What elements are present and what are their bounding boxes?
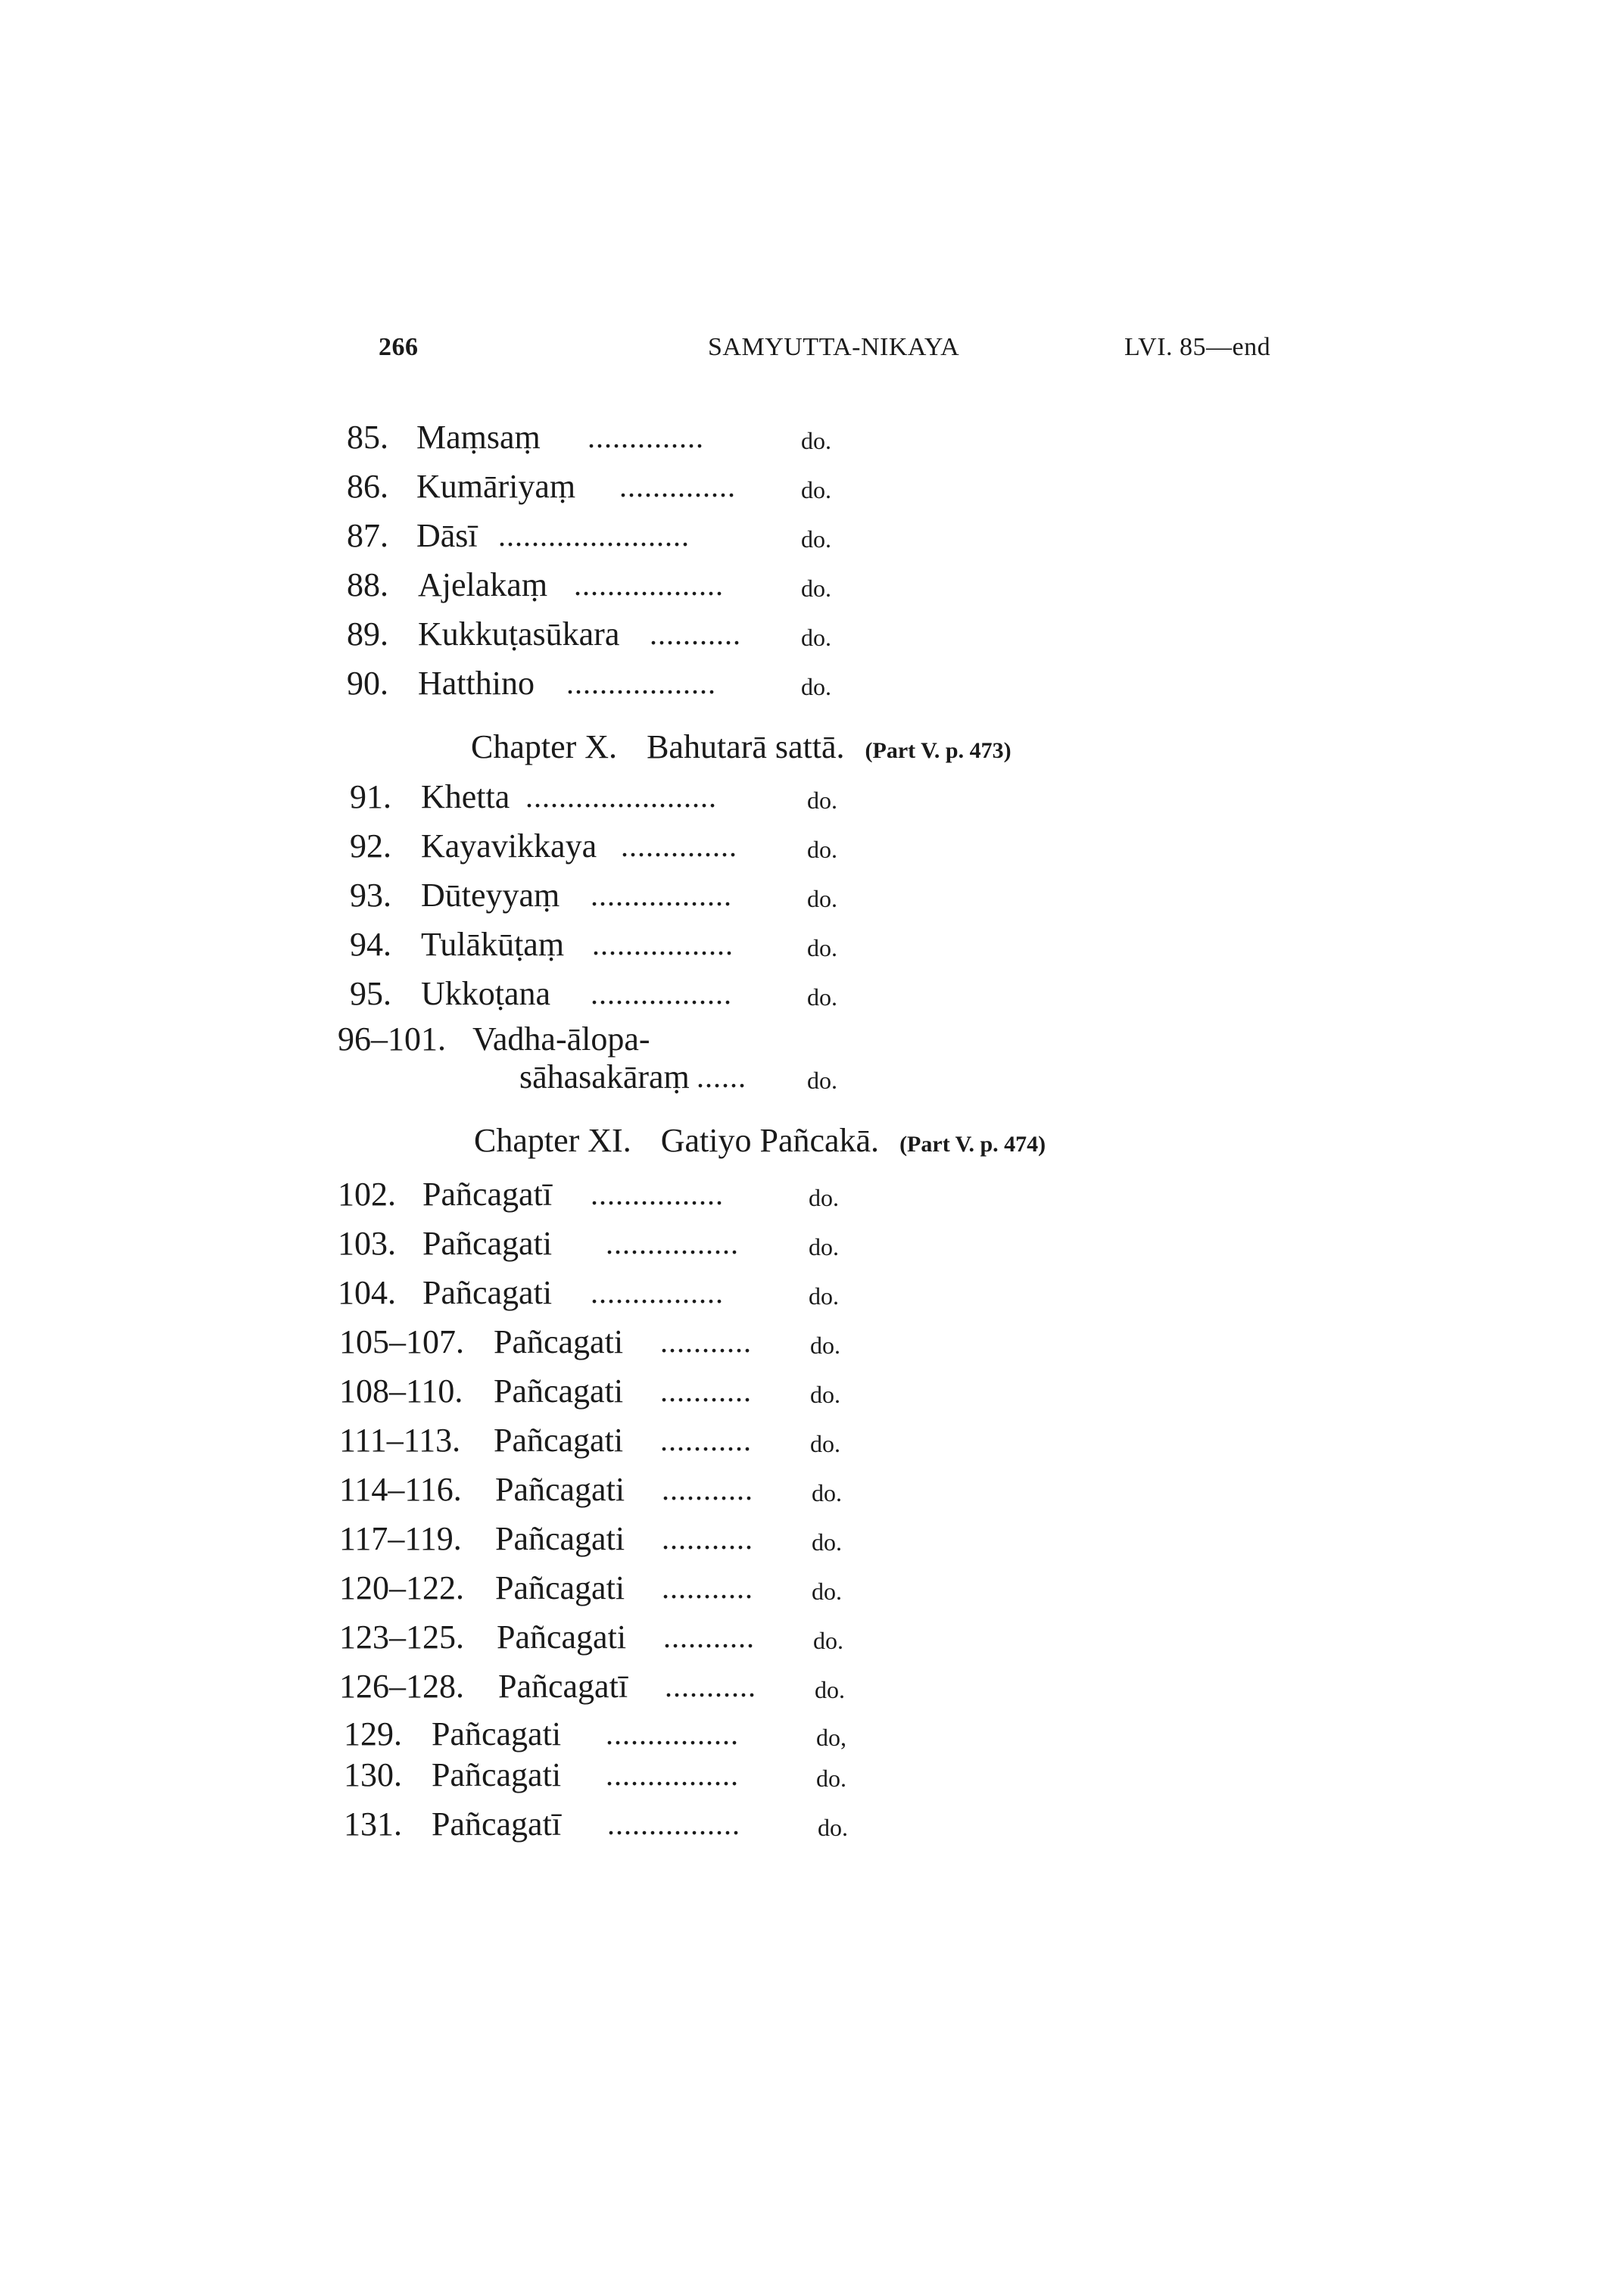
leader-dots: ................. <box>591 977 732 1011</box>
leader-dots: .............. <box>621 829 737 863</box>
leader-dots: .............. <box>619 469 736 503</box>
leader-dots: ........... <box>662 1472 753 1506</box>
list-item <box>338 1274 883 1312</box>
leader-dots: ....................... <box>525 780 717 814</box>
entry-title: Pañcagatī <box>422 1176 553 1213</box>
list-item <box>347 468 877 506</box>
entry-title: Pañcagati <box>495 1471 625 1508</box>
section-ref: LVI. 85—end <box>1124 333 1271 361</box>
entry-title: Vadha-ālopa- <box>472 1020 650 1058</box>
leader-dots: ....................... <box>498 519 690 553</box>
leader-dots: ........... <box>650 617 741 651</box>
entry-ref: do. <box>807 934 837 961</box>
entry-ref: do, <box>816 1724 846 1751</box>
entry-title: Tulākūṭaṃ <box>421 926 565 963</box>
entry-ref: do. <box>809 1184 839 1211</box>
entry-title: Pañcagati <box>495 1520 625 1557</box>
entry-ref: do. <box>807 1067 837 1094</box>
list-item <box>350 877 880 914</box>
chapter-label: Chapter XI. <box>474 1122 631 1159</box>
entry-number: 92. <box>350 827 391 865</box>
entry-ref: do. <box>807 787 837 814</box>
entry-ref: do. <box>801 525 831 553</box>
list-item <box>339 1323 884 1361</box>
page-number: 266 <box>379 333 419 361</box>
list-item <box>339 1372 884 1410</box>
entry-title: Dūteyyaṃ <box>421 877 560 914</box>
list-item <box>344 1805 889 1843</box>
list-item <box>347 517 877 555</box>
entry-ref: do. <box>801 673 831 700</box>
chapter-ref: (Part V. p. 473) <box>865 738 1011 763</box>
entry-title: Pañcagati <box>432 1756 562 1793</box>
entry-ref: do. <box>801 476 831 503</box>
entry-ref: do. <box>807 983 837 1011</box>
list-item <box>347 615 877 653</box>
entry-number: 94. <box>350 926 391 963</box>
entry-title: Pañcagati <box>494 1422 624 1459</box>
list-item <box>350 827 880 865</box>
leader-dots: ...... <box>697 1060 747 1094</box>
entry-title: Pañcagatī <box>498 1668 628 1705</box>
list-item <box>347 419 877 456</box>
list-item <box>339 1471 884 1509</box>
entry-number: 117–119. <box>339 1520 462 1557</box>
entry-ref: do. <box>807 836 837 863</box>
entry-number: 108–110. <box>339 1372 463 1410</box>
entry-title: Kukkuṭasūkara <box>418 615 620 653</box>
entry-title: Kumāriyaṃ <box>416 468 576 505</box>
entry-number: 131. <box>344 1805 402 1843</box>
entry-number: 91. <box>350 778 391 815</box>
entry-title: Maṃsaṃ <box>416 419 541 456</box>
list-item <box>350 778 880 816</box>
leader-dots: ........... <box>663 1620 755 1654</box>
entry-number: 88. <box>347 566 388 603</box>
chapter-heading <box>471 728 1011 770</box>
list-item <box>339 1569 884 1607</box>
entry-number: 103. <box>338 1225 396 1262</box>
list-item <box>339 1422 884 1460</box>
list-item <box>338 1225 883 1263</box>
leader-dots: ................ <box>591 1177 724 1211</box>
leader-dots: ........... <box>660 1325 752 1359</box>
leader-dots: ................ <box>607 1807 740 1841</box>
entry-number: 95. <box>350 975 391 1012</box>
entry-ref: do. <box>818 1814 848 1841</box>
list-item <box>350 926 880 964</box>
list-item <box>339 1668 884 1706</box>
list-item <box>339 1520 884 1558</box>
entry-number: 114–116. <box>339 1471 462 1508</box>
entry-title: Pañcagati <box>422 1274 553 1311</box>
entry-ref: do. <box>812 1528 842 1556</box>
list-item <box>339 1618 884 1656</box>
leader-dots: ................ <box>591 1276 724 1310</box>
entry-ref: do. <box>809 1233 839 1260</box>
entry-ref: do. <box>807 885 837 912</box>
entry-title: Ukkoṭana <box>421 975 551 1012</box>
leader-dots: ........... <box>660 1374 752 1408</box>
entry-number: 111–113. <box>339 1422 461 1459</box>
entry-number: 120–122. <box>339 1569 464 1606</box>
entry-number: 87. <box>347 517 388 554</box>
entry-title: Kayavikkaya <box>421 827 597 865</box>
entry-title: Pañcagati <box>432 1715 562 1752</box>
entry-number: 85. <box>347 419 388 456</box>
leader-dots: ................ <box>606 1717 739 1751</box>
entry-ref: do. <box>815 1676 845 1703</box>
list-item <box>338 1176 883 1213</box>
leader-dots: ........... <box>665 1669 756 1703</box>
leader-dots: ................ <box>606 1226 739 1260</box>
entry-title: Khetta <box>421 778 510 815</box>
entry-ref: do. <box>810 1381 840 1408</box>
entry-number: 93. <box>350 877 391 914</box>
entry-number: 130. <box>344 1756 402 1793</box>
chapter-ref: (Part V. p. 474) <box>899 1132 1046 1157</box>
leader-dots: ................. <box>591 878 732 912</box>
entry-number: 90. <box>347 665 388 702</box>
entry-title: Pañcagati <box>494 1323 624 1360</box>
list-item <box>338 1020 883 1058</box>
entry-ref: do. <box>801 427 831 454</box>
entry-ref: do. <box>809 1282 839 1310</box>
entry-ref: do. <box>812 1578 842 1605</box>
entry-number: 89. <box>347 615 388 653</box>
entry-number: 123–125. <box>339 1618 464 1656</box>
leader-dots: ........... <box>662 1522 753 1556</box>
entry-title: Pañcagati <box>495 1569 625 1606</box>
entry-title: Pañcagati <box>497 1618 627 1656</box>
entry-title: Ajelakaṃ <box>418 566 548 603</box>
leader-dots: .............. <box>588 420 704 454</box>
list-item <box>344 1715 889 1753</box>
entry-ref: do. <box>801 624 831 651</box>
entry-ref: do. <box>801 575 831 602</box>
list-item <box>344 1756 889 1794</box>
entry-title: Pañcagati <box>422 1225 553 1262</box>
entry-title: Pañcagatī <box>432 1805 562 1843</box>
list-item <box>347 566 877 604</box>
entry-title-continuation: sāhasakāraṃ <box>519 1058 690 1095</box>
leader-dots: .................. <box>574 568 724 602</box>
leader-dots: ................ <box>606 1758 739 1792</box>
entry-number: 96–101. <box>338 1020 446 1058</box>
entry-number: 105–107. <box>339 1323 464 1360</box>
entry-number: 126–128. <box>339 1668 464 1705</box>
entry-number: 86. <box>347 468 388 505</box>
list-item <box>347 665 877 703</box>
leader-dots: ........... <box>660 1423 752 1457</box>
leader-dots: ........... <box>662 1571 753 1605</box>
chapter-title: Gatiyo Pañcakā. <box>660 1122 880 1159</box>
leader-dots: ................. <box>592 927 734 961</box>
running-title: SAMYUTTA-NIKAYA <box>708 333 960 361</box>
entry-ref: do. <box>810 1332 840 1359</box>
entry-number: 102. <box>338 1176 396 1213</box>
list-item <box>350 975 880 1013</box>
entry-ref: do. <box>813 1627 843 1654</box>
chapter-heading <box>474 1122 1046 1164</box>
entry-title: Pañcagati <box>494 1372 624 1410</box>
entry-number: 104. <box>338 1274 396 1311</box>
entry-number: 129. <box>344 1715 402 1752</box>
entry-title: Dāsī <box>416 517 478 554</box>
chapter-title: Bahutarā sattā. <box>647 728 845 765</box>
entry-ref: do. <box>816 1765 846 1792</box>
entry-ref: do. <box>810 1430 840 1457</box>
leader-dots: .................. <box>566 666 716 700</box>
entry-title: Hatthino <box>418 665 535 702</box>
chapter-label: Chapter X. <box>471 728 618 765</box>
list-item-continuation <box>338 1058 883 1096</box>
entry-ref: do. <box>812 1479 842 1506</box>
